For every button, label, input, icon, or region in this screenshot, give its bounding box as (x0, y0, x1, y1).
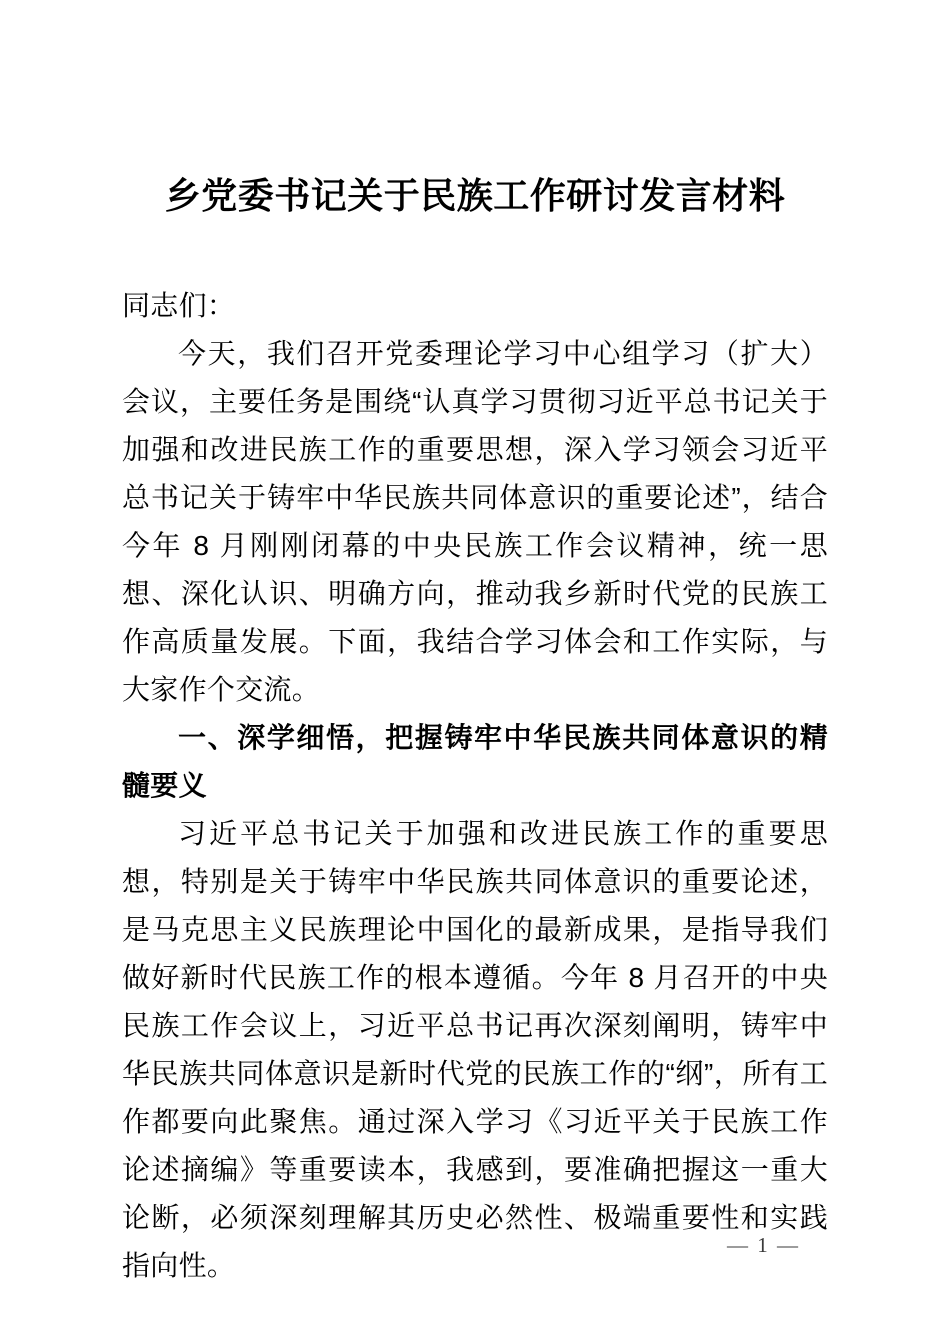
section-1-paragraph: 习近平总书记关于加强和改进民族工作的重要思想，特别是关于铸牢中华民族共同体意识的重要论述，是马克思主义民族理论中国化的最新成果，是指导我们做好新时代民族工作的根本遵循。今年 8 月召开的中央民族工作会议上，习近平总书记再次深刻阐明，铸牢中华民族共同体意识是新时代党的民族工作的“纲”，所有工作都要向此聚焦。通过深入学习《习近平关于民族工作论述摘编》等重要读本，我感到，要准确把握这一重大论断，必须深刻理解其历史必然性、极端重要性和实践指向性。 (122, 818, 828, 1281)
section-1-heading: 一、深学细悟，把握铸牢中华民族共同体意识的精髓要义 (122, 722, 828, 801)
document-body (122, 172, 828, 1290)
page-number: — 1 — (727, 1233, 800, 1257)
salutation-line: 同志们： (122, 290, 236, 321)
intro-paragraph: 今天，我们召开党委理论学习中心组学习（扩大）会议，主要任务是围绕“认真学习贯彻习近平总书记关于加强和改进民族工作的重要思想，深入学习领会习近平总书记关于铸牢中华民族共同体意识的重要论述”，结合今年 8 月刚刚闭幕的中央民族工作会议精神，统一思想、深化认识、明确方向，推动我乡新时代党的民族工作高质量发展。下面，我结合学习体会和工作实际，与大家作个交流。 (122, 338, 828, 705)
document-title: 乡党委书记关于民族工作研讨发言材料 (164, 175, 786, 216)
